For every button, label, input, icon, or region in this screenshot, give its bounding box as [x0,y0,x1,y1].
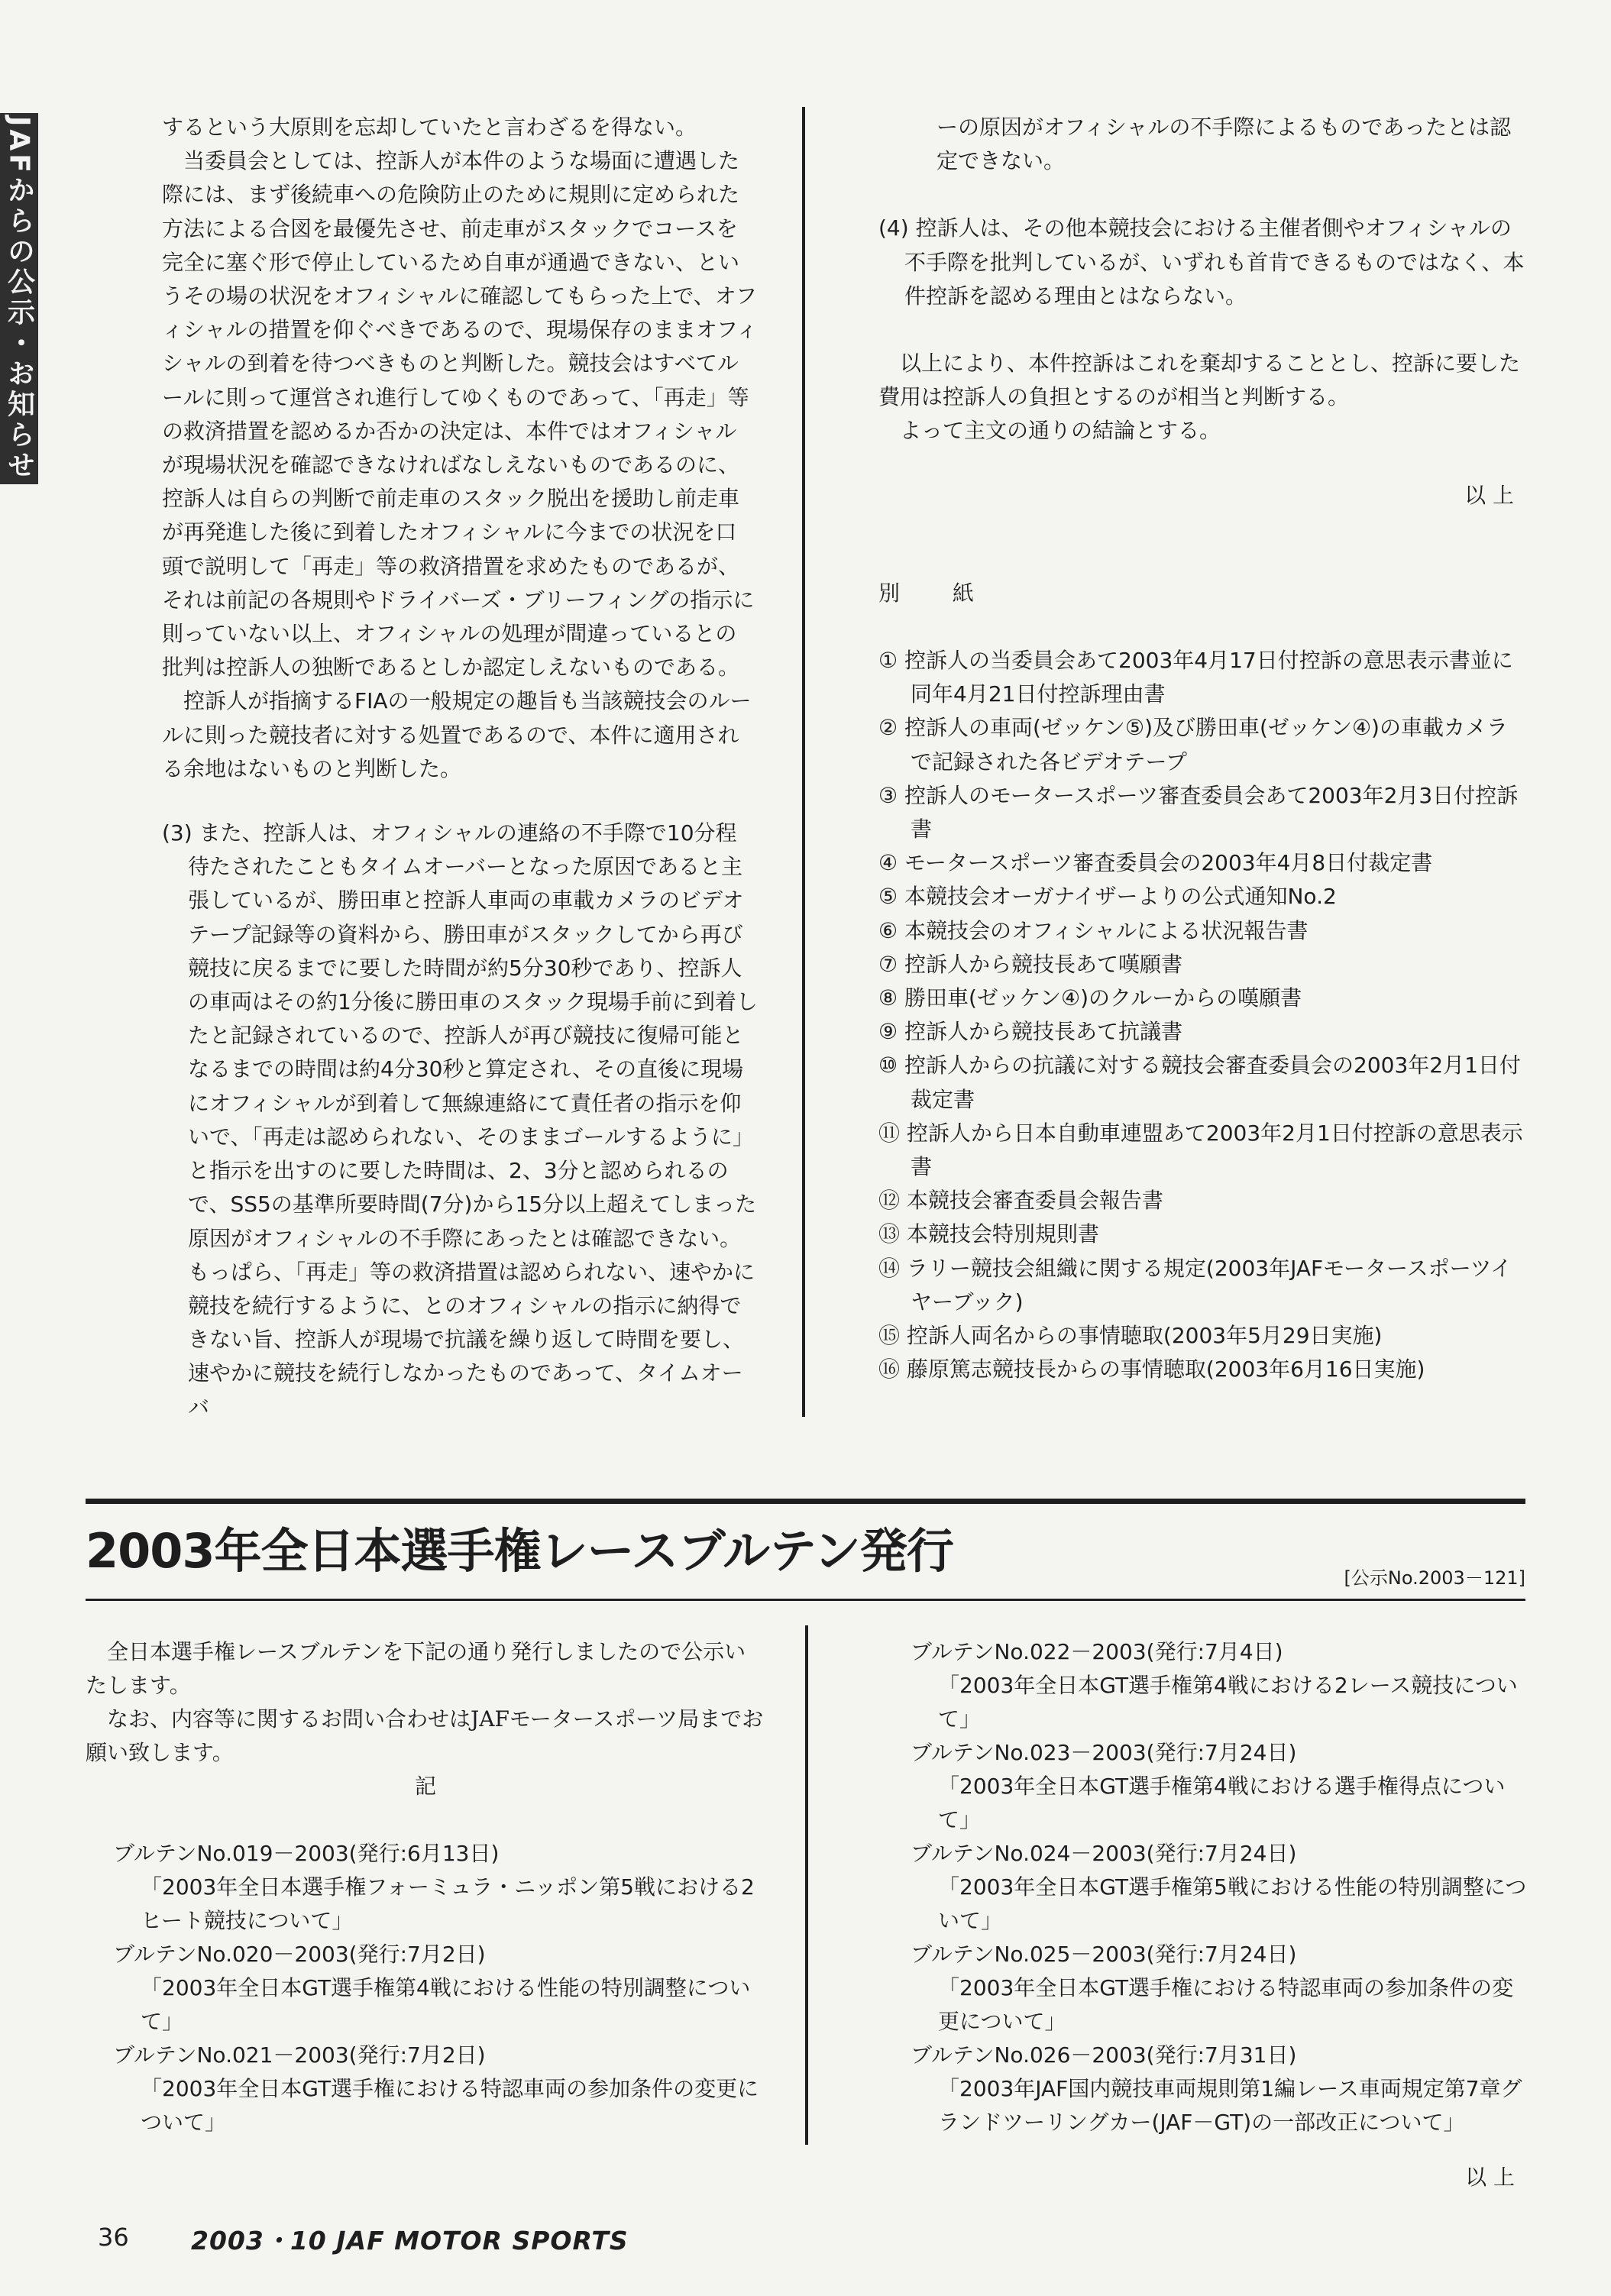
section-rule-bottom [86,1599,1525,1601]
annex-item: ⑧ 勝田車(ゼッケン④)のクルーからの嘆願書 [878,985,1302,1011]
annex-item: ① 控訴人の当委員会あて2003年4月17日付控訴の意思表示書並に同年4月21日付控訴理由書 [878,648,1513,707]
bulletin-number: ブルテンNo.025－2003(発行:7月24日) [911,1942,1297,1967]
bulletin-title: 「2003年全日本GT選手権における特認車両の参加条件の変更について」 [938,1975,1514,2034]
paragraph: するという大原則を忘却していたと言わざるを得ない。 [162,115,697,140]
intro: 全日本選手権レースブルテンを下記の通り発行しましたので公示いたします。 [86,1639,746,1698]
bulletin-title: 「2003年全日本GT選手権第4戦における選手権得点について」 [938,1774,1506,1832]
bulletin-number: ブルテンNo.021－2003(発行:7月2日) [113,2042,486,2068]
bulletin-entry [911,1938,1529,2039]
bulletin-number: ブルテンNo.024－2003(発行:7月24日) [911,1841,1297,1866]
right-column [878,111,1528,1387]
magazine-footer: 2003・10 JAF MOTOR SPORTS [191,2226,629,2256]
bulletin-number: ブルテンNo.023－2003(発行:7月24日) [911,1740,1297,1765]
conclusion: 以上により、本件控訴はこれを棄却することとし、控訴に要した費用は控訴人の負担とするのが相当と判断する。 [878,351,1521,410]
column-divider [802,107,805,1417]
annex-item: ⑬ 本競技会特別規則書 [878,1221,1099,1247]
bulletin-entry [911,1736,1529,1837]
annex-item: ⑥ 本競技会のオフィシャルによる状況報告書 [878,917,1309,943]
annex-item: ⑦ 控訴人から競技長あて嘆願書 [878,951,1183,977]
bulletin-left-column [86,1635,765,2139]
column-divider [805,1625,808,2145]
bulletin-title: 「2003年JAF国内競技車両規則第1編レース車両規定第7章グランドツーリングカー(JAF－GT)の一部改正について」 [938,2076,1522,2135]
annex-title: 別 紙 [878,580,997,606]
annex-item: ⑫ 本競技会審査委員会報告書 [878,1188,1163,1214]
bulletin-entry [113,1837,765,1938]
paragraph: ーの原因がオフィシャルの不手際によるものであったとは認定できない。 [937,115,1512,174]
annex-item: ⑨ 控訴人から競技長あて抗議書 [878,1019,1183,1045]
bulletin-right-column [883,1635,1529,2194]
section-rule-top [86,1499,1525,1504]
intro: なお、内容等に関するお問い合わせはJAFモータースポーツ局までお願い致します。 [86,1706,764,1765]
bulletin-title: 「2003年全日本GT選手権における特認車両の参加条件の変更について」 [141,2076,759,2135]
paragraph: 控訴人が指摘するFIAの一般規定の趣旨も当該競技会のルールに則った競技者に対する処置であるので、本件に適用される余地はないものと判断した。 [162,688,752,781]
annex-item: ⑤ 本競技会オーガナイザーよりの公式通知No.2 [878,884,1337,910]
conclusion: よって主文の通りの結論とする。 [900,418,1221,444]
notice-number: [公示No.2003－121] [1344,1567,1525,1589]
left-column [162,111,758,1424]
annex-list [878,644,1528,1386]
bulletin-entry [113,2039,765,2139]
item-4: (4) 控訴人は、その他本競技会における主催者側やオフィシャルの不手際を批判しているが、いずれも首肯できるものではなく、本件控訴を認める理由とはならない。 [878,215,1525,309]
paragraph: 当委員会としては、控訴人が本件のような場面に遭遇した際には、まず後続車への危険防止のために規則に定められた方法による合図を最優先させ、前走車がスタックでコースを完全に塞ぐ形で停止しているため自車が通過できない、というその場の状況をオフィシャルに確認してもらった上で、オフィシャルの措置を仰ぐべきであるので、現場保存のままオフィシャルの到着を待つべきものと判断した。競技会はすべてルールに則って運営され進行してゆくものであって、「再走」等の救済措置を認めるか否かの決定は、本件ではオフィシャルが現場状況を確認できなければなしえないものであるのに、控訴人は自らの判断で前走車のスタック脱出を援助し前走車が再発進した後に到着したオフィシャルに今までの状況を口頭で説明して「再走」等の救済措置を求めたものであるが、それは前記の各規則やドライバーズ・ブリーフィングの指示に則っていない以上、オフィシャルの処理が間違っているとの批判は控訴人の独断であるとしか認定しえないものである。 [162,148,758,681]
side-tab [0,113,38,484]
bulletin-title: 「2003年全日本GT選手権第4戦における2レース競技について」 [938,1673,1518,1732]
bulletin-entry [911,1635,1529,1736]
bulletin-number: ブルテンNo.022－2003(発行:7月4日) [911,1639,1283,1664]
annex-item: ⑯ 藤原篤志競技長からの事情聴取(2003年6月16日実施) [878,1357,1425,1382]
side-tab-label: JAFからの公示・お知らせ [3,116,35,481]
annex-item: ⑩ 控訴人からの抗議に対する競技会審査委員会の2003年2月1日付裁定書 [878,1053,1521,1112]
bulletin-number: ブルテンNo.026－2003(発行:7月31日) [911,2042,1297,2068]
annex-item: ④ モータースポーツ審査委員会の2003年4月8日付裁定書 [878,850,1433,876]
ki-label: 記 [414,1774,436,1799]
ijou: 以 上 [1464,482,1514,508]
bulletin-entry [911,2039,1529,2139]
bulletin-number: ブルテンNo.020－2003(発行:7月2日) [113,1942,486,1967]
bulletin-title: 「2003年全日本選手権フォーミュラ・ニッポン第5戦における2ヒート競技について」 [141,1874,755,1933]
annex-item: ⑪ 控訴人から日本自動車連盟あて2003年2月1日付控訴の意思表示書 [878,1120,1523,1180]
bulletin-number: ブルテンNo.019－2003(発行:6月13日) [113,1841,500,1866]
bulletin-entry [113,1938,765,2039]
section-title: 2003年全日本選手権レースブルテン発行 [86,1523,953,1579]
bulletin-entry [911,1837,1529,1938]
annex-item: ③ 控訴人のモータースポーツ審査委員会あて2003年2月3日付控訴書 [878,782,1519,842]
bulletin-title: 「2003年全日本GT選手権第5戦における性能の特別調整について」 [938,1874,1527,1933]
annex-item: ⑭ ラリー競技会組織に関する規定(2003年JAFモータースポーツイヤーブック) [878,1255,1512,1315]
annex-item: ② 控訴人の車両(ゼッケン⑤)及び勝田車(ゼッケン④)の車載カメラで記録された各ビデオテープ [878,715,1508,774]
ijou: 以 上 [1465,2165,1515,2190]
annex-item: ⑮ 控訴人両名からの事情聴取(2003年5月29日実施) [878,1323,1383,1349]
bulletin-title: 「2003年全日本GT選手権第4戦における性能の特別調整について」 [141,1975,751,2034]
item-3: (3) また、控訴人は、オフィシャルの連絡の不手際で10分程待たされたこともタイムオーバーとなった原因であると主張しているが、勝田車と控訴人車両の車載カメラのビデオテープ記録等の資料から、勝田車がスタックしてから再び競技に戻るまでに要した時間が約5分30秒であり、控訴人の車両はその約1分後に勝田車のスタック現場手前に到着したと記録されているので、控訴人が再び競技に復帰可能となるまでの時間は約4分30秒と算定され、その直後に現場にオフィシャルが到着して無線連絡にて責任者の指示を仰いで、「再走は認められない、そのままゴールするように」と指示を出すのに要した時間は、2、3分と認められるので、SS5の基準所要時間(7分)から15分以上超えてしまった原因がオフィシャルの不手際にあったとは確認できない。もっぱら、「再走」等の救済措置は認められない、速やかに競技を続行するように、とのオフィシャルの指示に納得できない旨、控訴人が現場で抗議を繰り返して時間を要し、速やかに競技を続行しなかったものであって、タイムオーバ [162,820,758,1420]
page-number: 36 [98,2223,129,2252]
